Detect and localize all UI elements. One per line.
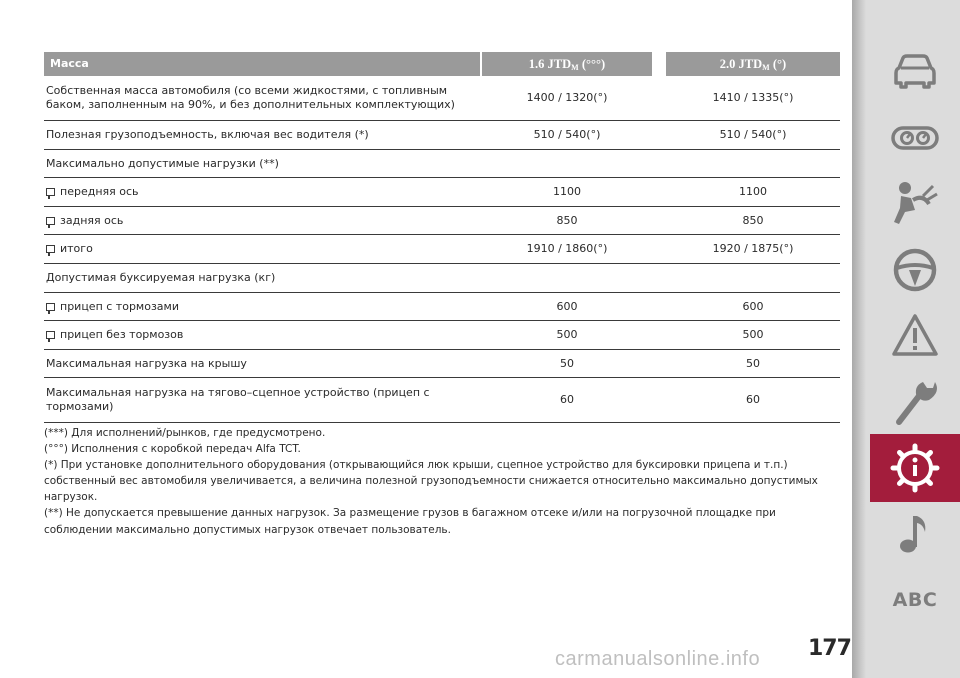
footnote: (°°°) Исполнения с коробкой передач Alfa TCT. (44, 443, 301, 456)
row-value-2: 500 (742, 328, 764, 341)
row-label: итого (60, 242, 93, 255)
table-row (44, 121, 840, 150)
table-row (44, 150, 840, 178)
sidebar-item-safety[interactable] (870, 170, 960, 238)
airbag-seat-icon (889, 178, 941, 230)
row-value-1: 1910 / 1860(°) (526, 242, 608, 255)
bullet-icon (46, 217, 55, 225)
header-mass: Масса (44, 52, 480, 76)
row-value-1: 1400 / 1320(°) (526, 91, 608, 104)
bullet-icon (46, 331, 55, 339)
watermark: carmanualsonline.info (555, 648, 761, 670)
row-label: прицеп без тормозов (60, 328, 184, 341)
footnote: (***) Для исполнений/рынков, где предусмотрено. (44, 427, 326, 439)
table-header (44, 52, 840, 76)
table-row (44, 350, 840, 378)
sidebar-item-technical-data[interactable] (870, 434, 960, 502)
row-label-wrap (46, 242, 476, 256)
footnote: (**) Не допускается превышение данных нагрузок. За размещение грузов в багажном отсеке и/или на погрузочной площадке при соблюдении максимально допустимых нагрузок отвечает пользователь. (44, 507, 776, 536)
row-value-1: 60 (560, 393, 574, 406)
warning-triangle-icon (889, 310, 941, 362)
table-row (44, 207, 840, 235)
row-label: передняя ось (60, 185, 139, 198)
sidebar-item-car[interactable] (870, 38, 960, 106)
bullet-icon (46, 188, 55, 196)
sidebar-item-dashboard[interactable] (870, 104, 960, 172)
dashboard-icon (889, 112, 941, 164)
header-engine-2: 2.0 $JTD_M$ (°) (666, 52, 840, 76)
row-value-2: 1100 (739, 185, 767, 198)
row-value-2: 600 (742, 299, 764, 313)
abc-label: ABC (892, 589, 938, 611)
table-row (44, 293, 840, 321)
row-label: Максимальная нагрузка на тягово–сцепное устройство (прицеп с тормозами) (46, 386, 430, 413)
row-value-2: 850 (742, 213, 764, 227)
table-row (44, 378, 840, 423)
sidebar-item-index[interactable] (870, 566, 960, 634)
sidebar-item-maintenance[interactable] (870, 368, 960, 436)
steering-wheel-icon (889, 244, 941, 296)
table-row (44, 321, 840, 350)
wrench-icon (889, 376, 941, 428)
table-row (44, 76, 840, 121)
row-value-1: 1100 (553, 185, 581, 198)
gear-info-icon (889, 442, 941, 494)
row-label-wrap (46, 300, 476, 314)
mass-table (44, 52, 840, 423)
row-value-2: 510 / 540(°) (719, 128, 787, 141)
table-row (44, 264, 840, 293)
footnote: (*) При установке дополнительного оборудования (открывающийся люк крыши, сцепное устройство для буксировки прицепа и т.п.) собственный вес автомобиля увеличивается, а величина полезной грузоподъемности снижается относительно максимально допустимых нагрузок. (44, 459, 818, 504)
table-row (44, 235, 840, 264)
row-label-wrap (46, 214, 476, 228)
sidebar-item-multimedia[interactable] (870, 500, 960, 568)
row-label: Собственная масса автомобиля (со всеми жидкостями, с топливным баком, заполненным на 90%, и без дополнительных комплектующих) (46, 84, 455, 111)
row-label: прицеп с тормозами (60, 299, 179, 313)
bullet-icon (46, 303, 55, 311)
row-value-2: 50 (746, 356, 760, 370)
row-label: Полезная грузоподъемность, включая вес водителя (*) (46, 128, 369, 141)
row-value-1: 50 (560, 356, 574, 370)
row-value-1: 500 (556, 328, 578, 341)
row-label: Допустимая буксируемая нагрузка (кг) (46, 271, 276, 284)
sidebar-item-driving[interactable] (870, 236, 960, 304)
page-number: 177 (808, 636, 851, 661)
row-value-1: 510 / 540(°) (533, 128, 601, 141)
row-label-wrap (46, 185, 476, 199)
music-note-icon (889, 508, 941, 560)
row-label-wrap (46, 328, 476, 342)
row-label: Максимально допустимые нагрузки (**) (46, 156, 279, 170)
row-value-1: 850 (556, 213, 578, 227)
row-label: задняя ось (60, 213, 124, 227)
table-row (44, 178, 840, 207)
sidebar-shadow (852, 0, 866, 678)
row-label: Максимальная нагрузка на крышу (46, 356, 247, 370)
row-value-2: 1410 / 1335(°) (712, 91, 794, 104)
bullet-icon (46, 245, 55, 253)
footnotes (44, 425, 840, 538)
chapter-sidebar (852, 0, 960, 678)
sidebar-item-warnings[interactable] (870, 302, 960, 370)
row-value-1: 600 (556, 299, 578, 313)
row-value-2: 1920 / 1875(°) (712, 242, 794, 255)
car-icon (889, 46, 941, 98)
header-engine-1: 1.6 $JTD_M$ (°°°) (482, 52, 652, 76)
row-value-2: 60 (746, 393, 760, 406)
